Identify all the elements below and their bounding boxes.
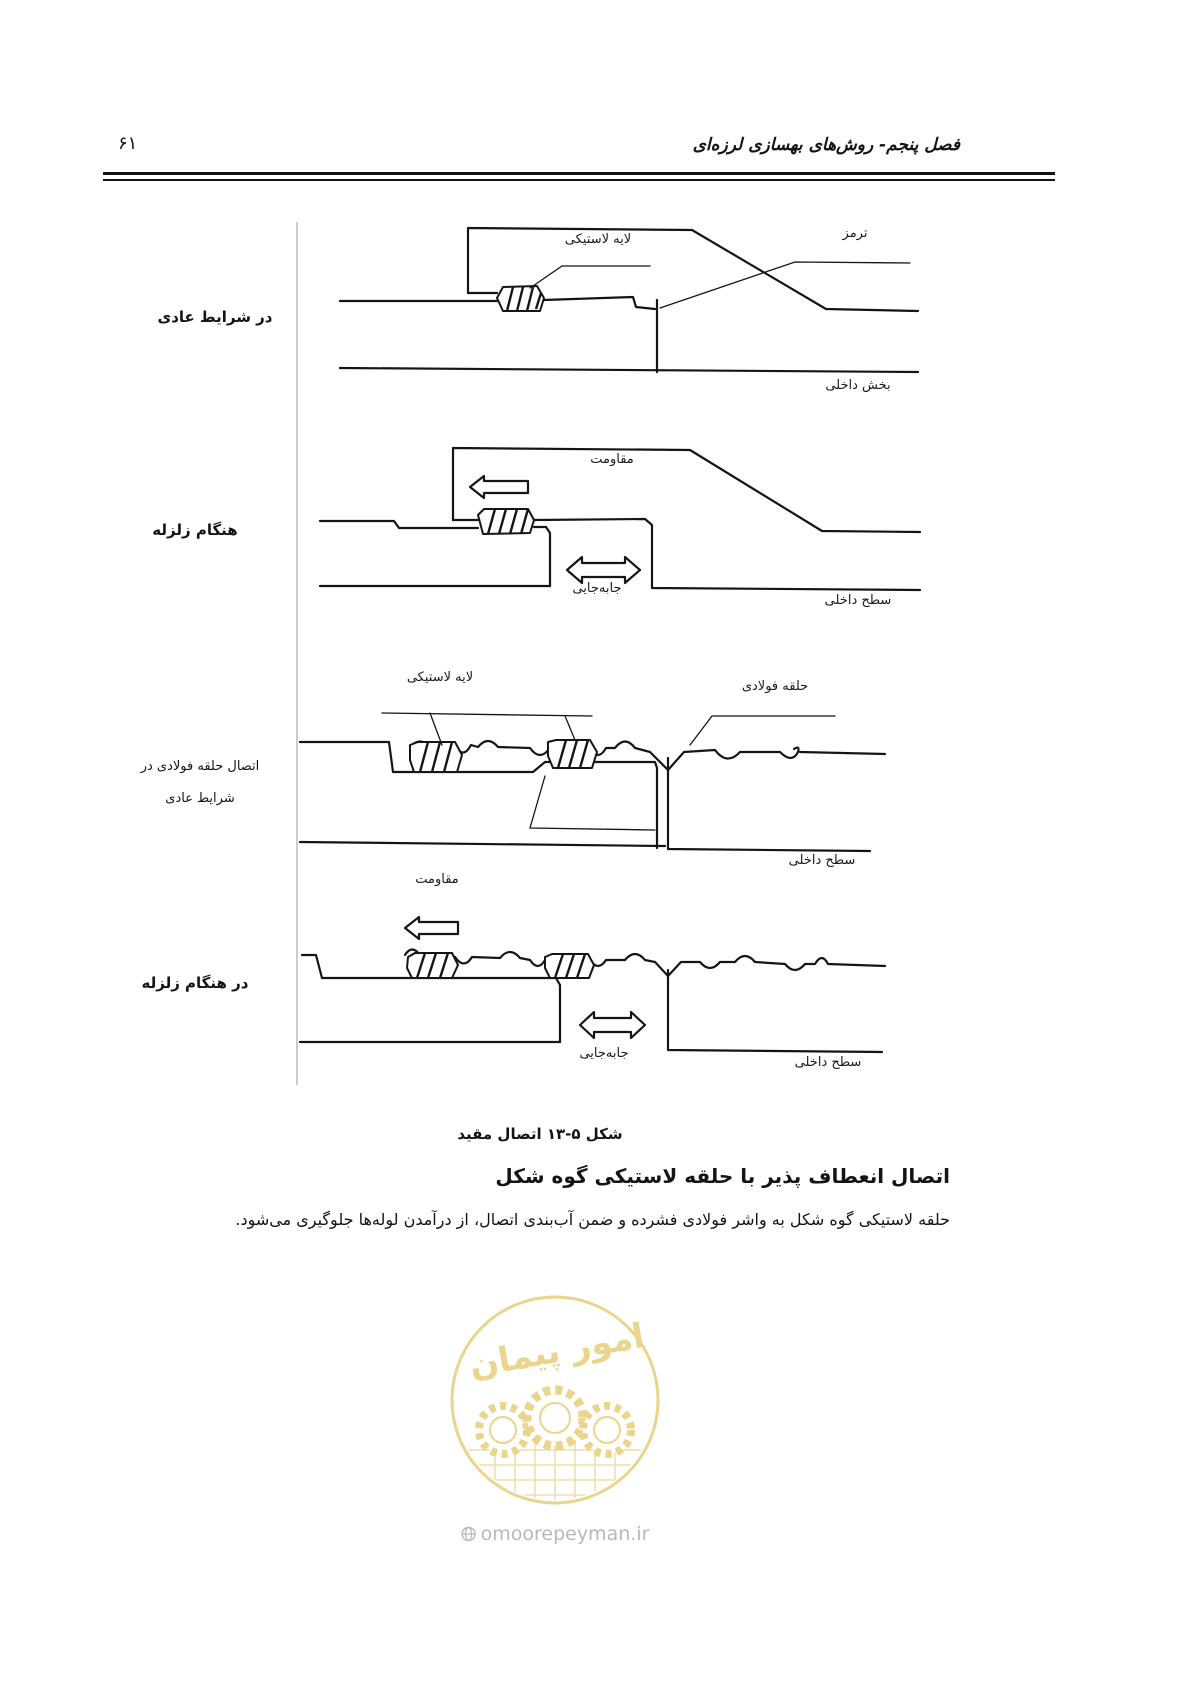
- rubber-ring-right: [545, 954, 594, 978]
- side-label-during-earthquake: هنگام زلزله: [152, 521, 238, 539]
- side-label-in-earthquake: در هنگام زلزله: [141, 974, 249, 992]
- resistance-arrow-icon: [405, 917, 458, 939]
- diagram-during-earthquake: [320, 448, 920, 590]
- rubber-ring-left: [407, 953, 458, 978]
- right-pipe: [668, 758, 870, 851]
- rubber-layer-leader: [530, 266, 650, 288]
- resistance-arrow-icon: [470, 476, 528, 498]
- label-steel-ring: حلقه فولادی: [741, 679, 809, 694]
- label-displacement: جابه‌جایی: [579, 1046, 629, 1061]
- spigot-bottom: [300, 842, 665, 846]
- side-label-steel-ring-line2: شرایط عادی: [165, 791, 235, 806]
- diagram-steel-ring-normal: [300, 713, 885, 851]
- label-inner-surface: سطح داخلی: [794, 1055, 862, 1070]
- label-resistance: مقاومت: [590, 452, 634, 467]
- diagram-normal-conditions: [340, 228, 918, 372]
- label-displacement: جابه‌جایی: [572, 581, 622, 596]
- page-number: ۶۱: [118, 133, 138, 154]
- displacement-double-arrow-icon: [580, 1012, 645, 1038]
- corrugated-steel-ring: [412, 741, 885, 770]
- side-label-normal-conditions: در شرایط عادی: [157, 308, 273, 326]
- right-pipe: [668, 970, 882, 1052]
- section-paragraph: حلقه لاستیکی گوه شکل به واشر فولادی فشرده و ضمن آب‌بندی اتصال، از درآمدن لوله‌ها جلوگیری می‌شود.: [235, 1210, 950, 1229]
- rubber-ring: [497, 286, 544, 311]
- label-inner-surface: سطح داخلی: [788, 853, 856, 868]
- label-brake: ترمز: [842, 226, 868, 241]
- rubber-ring-left: [410, 742, 462, 772]
- diagram-steel-ring-earthquake: [300, 917, 885, 1052]
- steel-ring-leader: [690, 716, 835, 745]
- rubber-ring-right: [548, 740, 597, 768]
- label-rubber-layer: لایه لاستیکی: [406, 670, 474, 685]
- watermark-site-text: omoorepeyman.ir: [480, 1523, 650, 1545]
- section-heading: اتصال انعطاف پذیر با حلقه لاستیکی گوه شکل: [495, 1164, 950, 1188]
- label-inner-surface: سطح داخلی: [824, 593, 892, 608]
- logo-text: امور پیمان: [466, 1315, 648, 1387]
- spigot-top: [320, 521, 478, 528]
- socket-inner: [544, 297, 655, 309]
- label-rubber-layer: لایه لاستیکی: [564, 232, 632, 247]
- spigot-top: [300, 742, 657, 848]
- chapter-title: فصل پنجم- روش‌های بهسازی لرزه‌ای: [692, 135, 960, 155]
- stopper-leader: [530, 776, 655, 830]
- inner-bottom-line: [340, 368, 918, 372]
- corrugated-steel-ring: [405, 950, 885, 977]
- spigot-end: [534, 527, 550, 586]
- rubber-ring: [478, 509, 534, 534]
- figure-caption: شکل ۵-۱۳ اتصال مقید: [457, 1125, 623, 1143]
- label-resistance: مقاومت: [415, 872, 459, 887]
- side-label-steel-ring-line1: اتصال حلقه فولادی در: [140, 759, 260, 774]
- socket-inner: [534, 519, 920, 590]
- displacement-double-arrow-icon: [567, 557, 640, 583]
- label-inner-part: بخش داخلی: [825, 378, 891, 393]
